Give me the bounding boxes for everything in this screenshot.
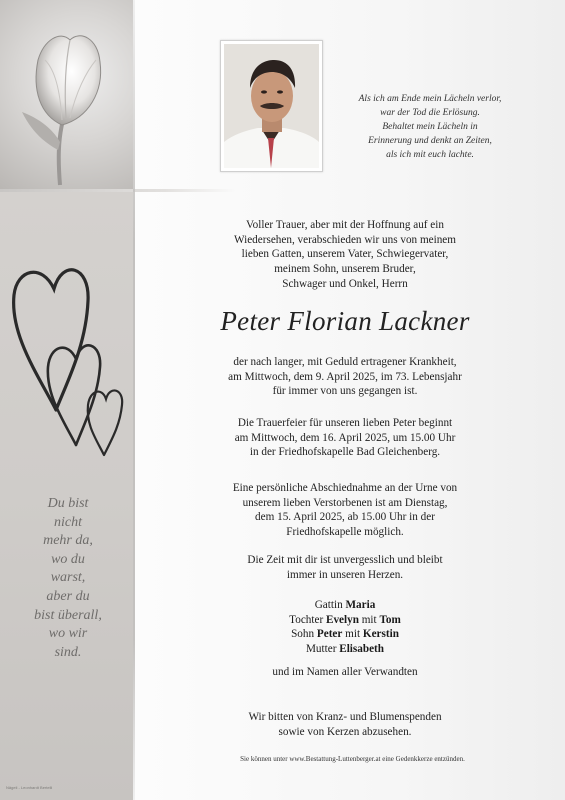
farewell-line: Eine persönliche Abschiednahme an der Urne von — [232, 482, 458, 494]
verse-line: als ich mit euch lachte. — [386, 150, 474, 160]
poem-line: Du bist — [47, 496, 89, 511]
relatives-text — [190, 665, 500, 680]
death-info — [190, 355, 500, 399]
connector: mit — [342, 628, 363, 641]
poem-line: aber du — [46, 588, 90, 604]
family-member — [190, 627, 500, 642]
intro-line: Voller Trauer, aber mit der Hoffnung auf ein — [246, 219, 444, 231]
request-line: sowie von Kerzen abzusehen. — [278, 725, 412, 738]
footer-candle-link[interactable]: Sie können unter www.Bestattung-Luttenberger.at eine Gedenkkerze entzünden. — [240, 755, 465, 763]
decor-vertical-line — [133, 0, 135, 800]
member-name: Evelyn — [325, 613, 359, 626]
partner-name: Kerstin — [362, 628, 399, 641]
farewell-info — [190, 481, 500, 540]
intro-text — [190, 218, 500, 292]
top-verse — [330, 92, 530, 162]
family-member — [190, 613, 500, 628]
funeral-line: Die Trauerfeier für unseren lieben Peter beginnt — [237, 417, 453, 429]
poem-line: nicht — [54, 514, 82, 530]
connector: mit — [358, 613, 380, 626]
funeral-line: am Mittwoch, dem 16. April 2025, um 15.00 Uhr — [234, 431, 456, 444]
relation-label: Mutter — [305, 643, 340, 656]
intro-line: Wiedersehen, verabschieden wir uns von meinem — [234, 233, 456, 246]
verse-line: Behaltet mein Lächeln in — [382, 122, 478, 132]
relation-label: Sohn — [291, 628, 317, 641]
memory-text — [190, 553, 500, 582]
rose-image — [0, 0, 133, 190]
funeral-line: in der Friedhofskapelle Bad Gleichenberg. — [249, 446, 441, 459]
family-member — [190, 598, 500, 613]
farewell-line: Friedhofskapelle möglich. — [286, 526, 404, 539]
portrait-frame — [220, 40, 323, 172]
hearts-image — [8, 255, 128, 465]
image-credit: Nägeli - Leonhardt Bertelli — [6, 785, 53, 790]
decor-horizontal-line — [0, 189, 235, 192]
poem-line: mehr da, — [43, 533, 93, 549]
memory-line: Die Zeit mit dir ist unvergesslich und bleibt — [247, 554, 443, 566]
poem-line: sind. — [54, 644, 82, 660]
memory-line: immer in unseren Herzen. — [286, 568, 404, 581]
verse-line: war der Tod die Erlösung. — [380, 108, 480, 118]
death-info-line: für immer von uns gegangen ist. — [272, 385, 418, 398]
rose-panel — [0, 0, 133, 190]
member-name: Maria — [345, 599, 376, 611]
death-info-line: der nach langer, mit Geduld ertragener Krankheit, — [233, 356, 457, 368]
intro-line: meinem Sohn, unserem Bruder, — [274, 263, 416, 276]
family-member — [190, 642, 500, 657]
member-name: Elisabeth — [339, 643, 384, 656]
farewell-line: unserem lieben Verstorbenen ist am Dienstag, — [242, 496, 448, 509]
family-list — [190, 598, 500, 657]
deceased-name: Peter Florian Lackner — [220, 306, 470, 336]
request-text — [190, 710, 500, 739]
portrait-photo — [224, 44, 319, 168]
member-name: Peter — [316, 628, 343, 641]
poem-line: wo wir — [48, 626, 88, 642]
relation-label: Gattin — [314, 599, 346, 611]
relation-label: Tochter — [289, 613, 326, 626]
farewell-line: dem 15. April 2025, ab 15.00 Uhr in der — [255, 511, 435, 524]
funeral-info — [190, 416, 500, 460]
request-line: Wir bitten von Kranz- und Blumenspenden — [248, 711, 442, 723]
verse-line: Als ich am Ende mein Lächeln verlor, — [358, 94, 502, 104]
poem-line: bist überall, — [34, 607, 102, 623]
intro-line: lieben Gatten, unserem Vater, Schwiegervater, — [241, 248, 449, 261]
relatives-line: und im Namen aller Verwandten — [272, 666, 418, 678]
poem-line: warst, — [50, 570, 86, 586]
left-poem — [18, 495, 118, 662]
intro-line: Schwager und Onkel, Herrn — [282, 277, 408, 290]
death-info-line: am Mittwoch, dem 9. April 2025, im 73. Lebensjahr — [228, 370, 462, 383]
verse-line: Erinnerung und denkt an Zeiten, — [368, 136, 492, 146]
partner-name: Tom — [379, 613, 401, 626]
poem-line: wo du — [51, 551, 85, 567]
